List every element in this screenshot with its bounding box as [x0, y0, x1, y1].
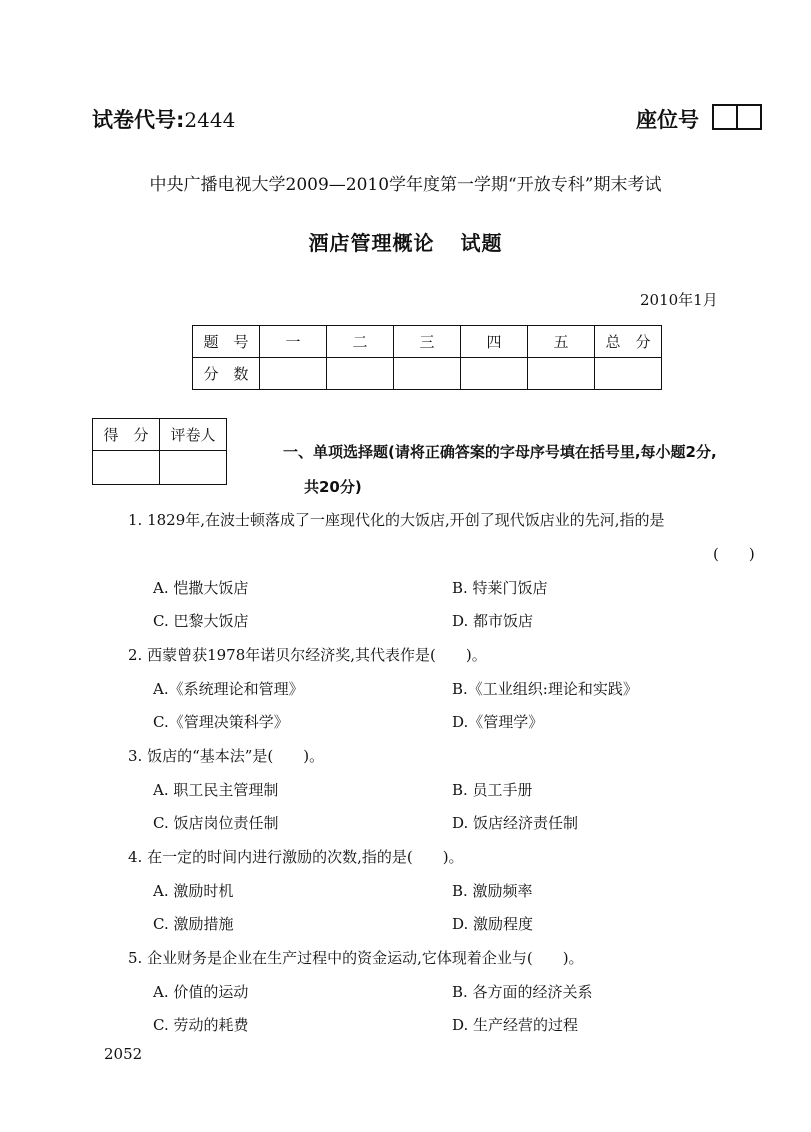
question-2: 2. 西蒙曾获1978年诺贝尔经济奖,其代表作是( )。 — [128, 646, 487, 664]
page-number: 2052 — [104, 1045, 143, 1063]
grader-name-cell — [160, 451, 227, 485]
section-heading-cont: 共20分) — [304, 478, 362, 496]
score-table-col-2: 二 — [327, 326, 394, 358]
option-2d: D.《管理学》 — [452, 713, 544, 731]
grader-name-label: 评卷人 — [160, 419, 227, 451]
paper-code-value: 2444 — [184, 108, 236, 132]
seat-number-box — [712, 104, 762, 130]
option-4a: A. 激励时机 — [153, 882, 234, 900]
seat-label: 座位号 — [636, 108, 699, 132]
option-1c: C. 巴黎大饭店 — [153, 612, 249, 630]
score-table-score-row — [193, 358, 662, 390]
score-table-col-5: 五 — [528, 326, 595, 358]
grader-score-cell — [93, 451, 160, 485]
option-1d: D. 都市饭店 — [452, 612, 534, 630]
score-table-col-total: 总 分 — [595, 326, 662, 358]
score-table-col-1: 一 — [260, 326, 327, 358]
option-5d: D. 生产经营的过程 — [452, 1016, 579, 1034]
exam-title — [0, 227, 811, 256]
question-3: 3. 饭店的“基本法”是( )。 — [128, 747, 325, 765]
score-table-header-row — [193, 326, 662, 358]
grader-table — [92, 418, 227, 485]
score-cell — [461, 358, 528, 390]
option-3a: A. 职工民主管理制 — [153, 781, 279, 799]
answer-paren: ( ) — [713, 545, 755, 563]
option-5b: B. 各方面的经济关系 — [452, 983, 593, 1001]
option-4c: C. 激励措施 — [153, 915, 234, 933]
score-cell — [327, 358, 394, 390]
question-4: 4. 在一定的时间内进行激励的次数,指的是( )。 — [128, 848, 464, 866]
paper-code-label: 试卷代号: — [92, 108, 185, 132]
score-cell — [595, 358, 662, 390]
option-5a: A. 价值的运动 — [153, 983, 249, 1001]
option-2a: A.《系统理论和管理》 — [153, 680, 304, 698]
question-5: 5. 企业财务是企业在生产过程中的资金运动,它体现着企业与( )。 — [128, 949, 584, 967]
exam-title-suffix: 试题 — [460, 231, 503, 255]
score-cell — [394, 358, 461, 390]
option-2c: C.《管理决策科学》 — [153, 713, 289, 731]
option-3b: B. 员工手册 — [452, 781, 533, 799]
question-1: 1. 1829年,在波士顿落成了一座现代化的大饭店,开创了现代饭店业的先河,指的是 — [128, 511, 665, 529]
option-4d: D. 激励程度 — [452, 915, 534, 933]
option-1b: B. 特莱门饭店 — [452, 579, 548, 597]
score-table-col-4: 四 — [461, 326, 528, 358]
option-4b: B. 激励频率 — [452, 882, 533, 900]
score-table-col-3: 三 — [394, 326, 461, 358]
score-table — [192, 325, 662, 390]
university-line: 中央广播电视大学2009—2010学年度第一学期“开放专科”期末考试 — [149, 175, 662, 195]
option-2b: B.《工业组织:理论和实践》 — [452, 680, 638, 698]
option-3c: C. 饭店岗位责任制 — [153, 814, 279, 832]
option-3d: D. 饭店经济责任制 — [452, 814, 579, 832]
option-5c: C. 劳动的耗费 — [153, 1016, 249, 1034]
score-cell — [528, 358, 595, 390]
exam-title-main: 酒店管理概论 — [308, 231, 435, 255]
score-cell — [260, 358, 327, 390]
option-1a: A. 恺撒大饭店 — [153, 579, 249, 597]
score-table-row2-label: 分 数 — [193, 358, 260, 390]
section-heading: 一、单项选择题(请将正确答案的字母序号填在括号里,每小题2分, — [283, 443, 717, 461]
paper-code — [92, 104, 235, 134]
score-table-row1-label: 题 号 — [193, 326, 260, 358]
grader-score-label: 得 分 — [93, 419, 160, 451]
exam-date: 2010年1月 — [640, 291, 718, 309]
